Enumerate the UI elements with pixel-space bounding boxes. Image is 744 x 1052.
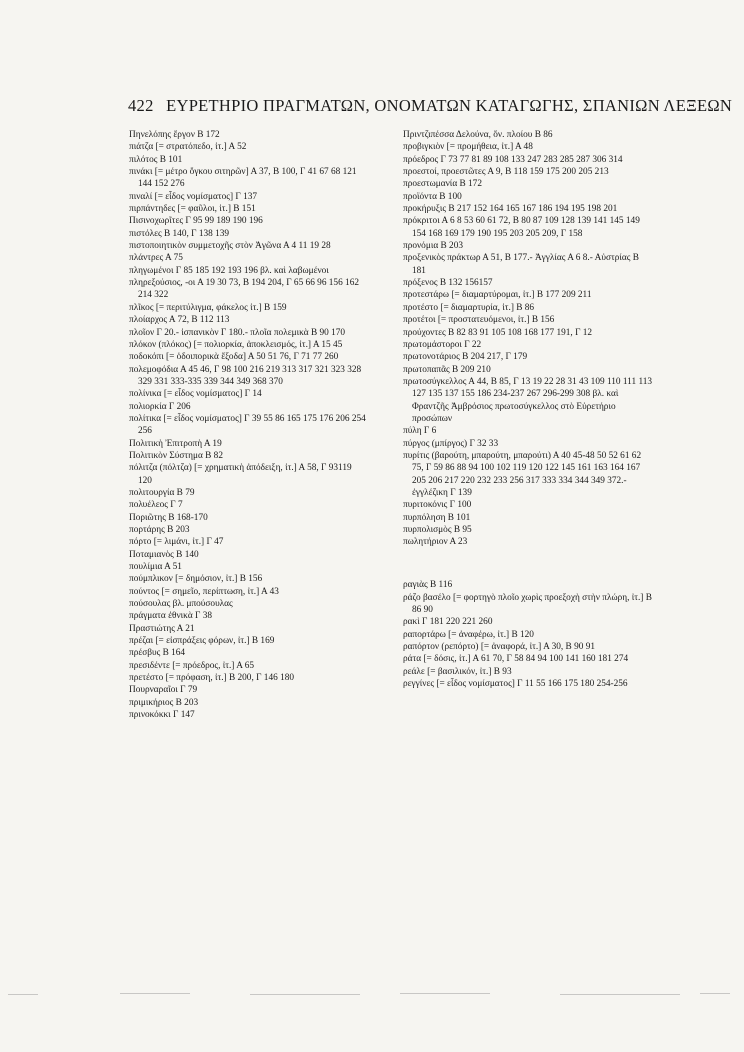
scan-speck — [250, 994, 360, 995]
index-entry: πολίνικα [= εἶδος νομίσματος] Γ 14 — [129, 389, 262, 400]
index-entry: προϊόντα Β 100 — [403, 191, 462, 202]
index-entry: ραπορτάρω [= ἀναφέρω, ἰτ.] Β 120 — [403, 629, 534, 640]
section-gap — [403, 558, 653, 570]
scan-speck — [700, 993, 730, 994]
index-entry: ραπόρτον (ρεπόρτο) [= ἀναφορά, ἰτ.] Α 30, Β 90 91 — [403, 642, 595, 652]
index-entry: ραγιὰς Β 116 — [403, 580, 453, 591]
index-entry: πρόξενος Β 132 156157 — [403, 278, 493, 289]
scan-speck — [8, 994, 38, 995]
index-entry: ρεγγίνες [= εἶδος νομίσματος] Γ 11 55 166 175 180 254-256 — [403, 679, 628, 690]
scan-speck — [120, 993, 190, 994]
index-entry: πύλη Γ 6 — [403, 426, 437, 437]
index-entry: ράτα [= δόσις, ἰτ.] Α 61 70, Γ 58 84 94 100 141 160 181 274 — [403, 654, 629, 665]
index-entry: Ποριῶτης Β 168-170 — [129, 512, 208, 523]
index-entry: πιρπάντηδες [= φαῦλοι, ἰτ.] Β 151 — [129, 204, 256, 215]
index-entry: πωλητήριον Α 23 — [403, 537, 468, 548]
index-entry: Πριντζιπέσσα Δελούνα, ὄν. πλοίου Β 86 — [403, 130, 553, 140]
index-entry: πλόκον (πλόκος) [= πολιορκία, ἀποκλεισμός, ἰτ.] Α 15 45 — [129, 339, 343, 350]
index-entry: πρέσβυς Β 164 — [129, 648, 186, 659]
index-entry: Πουρναραῖοι Γ 79 — [129, 685, 198, 696]
index-entry: Ποταμιανὸς Β 140 — [129, 549, 199, 560]
index-entry: πλῖκος [= περιτύλιγμα, φάκελος ἰτ.] Β 159 — [129, 302, 287, 313]
index-entry: πολιτουργία Β 79 — [129, 487, 195, 498]
scan-speck — [400, 993, 490, 994]
index-entry: πλάντρες Α 75 — [129, 253, 183, 264]
index-entry: πρόκριτοι Α 6 8 53 60 61 72, Β 80 87 109 128 139 141 145 149 154 168 169 179 190 195 203 205 209, Γ 158 — [403, 216, 640, 239]
index-entry: ράζο βασέλο [= φορτηγὸ πλοῖο χωρὶς προεξοχὴ στὴν πλώρη, ἰτ.] Β 86 90 — [403, 592, 652, 615]
index-entry: πούσουλας βλ. μπούσουλας — [129, 599, 233, 610]
page-title: ΕΥΡΕΤΗΡΙΟ ΠΡΑΓΜΑΤΩΝ, ΟΝΟΜΑΤΩΝ ΚΑΤΑΓΩΓΗΣ, ΣΠΑΝΙΩΝ ΛΕΞΕΩΝ — [166, 96, 733, 115]
index-entry: πληγωμένοι Γ 85 185 192 193 196 βλ. καὶ λαβωμένοι — [129, 265, 329, 276]
index-entry: πυρπολισμὸς Β 95 — [403, 525, 472, 535]
index-entry: πόλιτζα (πόλτζα) [= χρηματικὴ ἀπόδειξη, ἰτ.] Α 58, Γ 93119 120 — [129, 463, 352, 486]
index-entry: πληρεξούσιος, -οι Α 19 30 73, Β 194 204, Γ 65 66 96 156 162 214 322 — [129, 278, 360, 301]
index-entry: πιάτζα [= στρατόπεδο, ἰτ.] Α 52 — [129, 142, 247, 153]
index-entry: προτέστο [= διαμαρτυρία, ἰτ.] Β 86 — [403, 302, 535, 313]
index-entry: πρετέστο [= πρόφαση, ἰτ.] Β 200, Γ 146 180 — [129, 673, 295, 684]
index-entry: προεστοί, προεστῶτες Α 9, Β 118 159 175 200 205 213 — [403, 167, 609, 178]
index-entry: προκήρυξις Β 217 152 164 165 167 186 194 195 198 201 — [403, 204, 618, 215]
index-entry: πρωτονοτάριος Β 204 217, Γ 179 — [403, 352, 528, 363]
index-entry: πλοίαρχος Α 72, Β 112 113 — [129, 315, 230, 326]
index-entry: πολίτικα [= εἶδος νομίσματος] Γ 39 55 86 165 175 176 206 254 256 — [129, 413, 366, 437]
index-entry: ρακὶ Γ 181 220 221 260 — [403, 617, 493, 628]
index-entry: Πολιτικὴ Ἐπιτροπὴ Α 19 — [129, 438, 222, 449]
index-entry: Πολιτικὸν Σύστημα Β 82 — [129, 450, 223, 461]
index-entry: πινάκι [= μέτρο ὄγκου σιτηρῶν] Α 37, Β 100, Γ 41 67 68 121 144 152 276 — [129, 167, 357, 190]
index-entry: πολιορκία Γ 206 — [129, 401, 191, 412]
index-entry: Πραστιώτης Α 21 — [129, 623, 195, 634]
index-entry: πορτάρης Β 203 — [129, 525, 190, 535]
index-column-right — [403, 129, 653, 690]
index-entry: πουλίμια Α 51 — [129, 562, 182, 573]
index-entry: προύχοντες Β 82 83 91 105 108 168 177 191, Γ 12 — [403, 327, 593, 338]
index-column-left — [129, 129, 367, 722]
index-entry: πυριτοκόνις Γ 100 — [403, 500, 472, 511]
index-entry: πρεσιδέντε [= πρόεδρος, ἰτ.] Α 65 — [129, 660, 255, 671]
index-entry: πούντος [= σημεῖο, περίπτωση, ἰτ.] Α 43 — [129, 586, 279, 597]
index-entry: πιναλί [= εἶδος νομίσματος] Γ 137 — [129, 191, 258, 202]
index-entry: πρόεδρος Γ 73 77 81 89 108 133 247 283 285 287 306 314 — [403, 154, 623, 165]
index-entry: πιστοποιητικὸν συμμετοχῆς στὸν Ἀγῶνα Α 4 11 19 28 — [129, 241, 331, 252]
index-entry: πιλότος Β 101 — [129, 154, 183, 165]
page-header — [128, 96, 733, 116]
index-entry: πρωτοσύγκελλος Α 44, Β 85, Γ 13 19 22 28 31 43 109 110 111 113 127 135 137 155 186 234-237 267 296-299 308 βλ. καὶ Φραντζῆς Ἀμβρόσιος πρωτοσύγκελλος στὸ Εὑρετήριο προσώπων — [403, 376, 653, 424]
index-entry: πλοῖον Γ 20.- ἰσπανικὸν Γ 180.- πλοῖα πολεμικὰ Β 90 170 — [129, 327, 346, 338]
index-entry: πούμπλικον [= δημόσιον, ἰτ.] Β 156 — [129, 574, 263, 585]
index-entry: πολεμοφόδια Α 45 46, Γ 98 100 216 219 313 317 321 323 328 329 331 333-335 339 344 349 368 370 — [129, 364, 362, 387]
index-entry: πρωτομάστοροι Γ 22 — [403, 339, 482, 350]
index-entry: πρέζαι [= εἰσπράξεις φόρων, ἰτ.] Β 169 — [129, 636, 275, 647]
index-entry: πρινοκόκκι Γ 147 — [129, 710, 195, 721]
index-entry: προεστωμανία Β 172 — [403, 179, 482, 190]
index-entry: προτέτοι [= προστατευόμενοι, ἰτ.] Β 156 — [403, 315, 555, 326]
index-entry: πολυέλεος Γ 7 — [129, 500, 183, 511]
index-entry: πύργος (μπίργος) Γ 32 33 — [403, 438, 499, 449]
scan-speck — [560, 994, 680, 995]
index-entry: πιστόλες Β 140, Γ 138 139 — [129, 228, 230, 239]
index-entry: πόρτο [= λιμάνι, ἰτ.] Γ 47 — [129, 537, 224, 548]
index-entry: πριμικήριος Β 203 — [129, 697, 199, 708]
index-entry: πυρίτις (βαρούτη, μπαρούτη, μπαρούτι) Α 40 45-48 50 52 61 62 75, Γ 59 86 88 94 100 102 119 120 122 145 161 163 164 167 205 206 217 220 232 233 256 317 333 334 344 349 372.- ἐγγλέζικη Γ 139 — [403, 450, 642, 498]
index-entry: προνόμια Β 203 — [403, 241, 463, 252]
index-entry: ρεάλε [= βασιλικόν, ἰτ.] Β 93 — [403, 666, 512, 677]
page-number: 422 — [128, 96, 154, 115]
index-entry: ποδοκόπι [= ὁδοιπορικὰ ἔξοδα] Α 50 51 76, Γ 71 77 260 — [129, 352, 339, 363]
index-entry: Πισινοχωρῖτες Γ 95 99 189 190 196 — [129, 216, 263, 227]
index-entry: πυρπόληση Β 101 — [403, 512, 471, 523]
index-entry: πράγματα ἐθνικὰ Γ 38 — [129, 611, 213, 622]
index-entry: προτεστάρω [= διαμαρτύρομαι, ἰτ.] Β 177 209 211 — [403, 290, 592, 301]
index-entry: προβιγκιὸν [= προμήθεια, ἰτ.] Α 48 — [403, 142, 533, 153]
index-entry: Πηνελόπης ἔργον Β 172 — [129, 130, 220, 140]
index-entry: προξενικὸς πράκτωρ Α 51, Β 177.- Ἀγγλίας Α 6 8.- Αὐστρίας Β 181 — [403, 253, 639, 276]
index-entry: πρωτοπαπᾶς Β 209 210 — [403, 364, 491, 375]
